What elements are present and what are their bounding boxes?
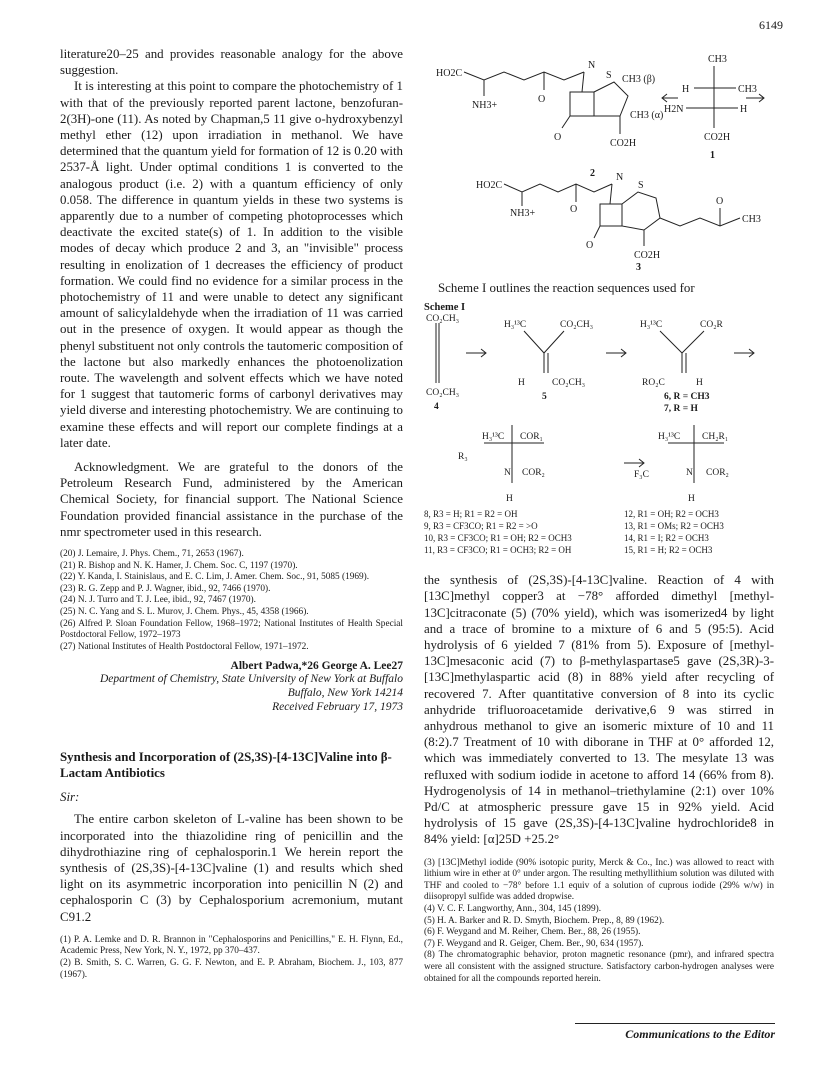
compound-number: 4: [434, 402, 439, 413]
scheme-text: H₃¹³C: [658, 432, 681, 443]
label-co2h: CO2H: [704, 132, 731, 143]
reference: (8) The chromatographic behavior, proton magnetic resonance (pmr), and infrared spectra were all consistent with the assigned structure. Satisfactory carbon-hydrogen analyses were obtained for all the compounds reported herein.: [424, 950, 774, 984]
right-column: [424, 46, 774, 985]
reference: (22) Y. Kanda, I. Stainislaus, and E. C. Lim, J. Amer. Chem. Soc., 91, 5085 (1969).: [60, 572, 370, 583]
scheme-text: H: [688, 494, 695, 505]
label-ch3: CH3: [742, 214, 761, 225]
legend-entry: 13, R1 = OMs; R2 = OCH3: [624, 521, 724, 532]
reference: (4) V. C. F. Langworthy, Ann., 304, 145 (1899).: [424, 904, 602, 915]
page-number: 6149: [759, 18, 783, 32]
left-column: [60, 46, 403, 981]
paragraph: Scheme I outlines the reaction sequences used for: [438, 281, 695, 295]
reference: (6) F. Weygand and M. Reiher, Chem. Ber., 88, 26 (1955).: [424, 927, 641, 938]
label-o: O: [554, 132, 562, 143]
reference: (26) Alfred P. Sloan Foundation Fellow, 1968–1972; National Institutes of Health Special Postdoctoral Fellow, 1972–1973: [60, 618, 403, 641]
reference-list: [60, 549, 403, 653]
scheme-text: R₃: [458, 452, 468, 463]
legend-entry: 12, R1 = OH; R2 = OCH3: [624, 509, 719, 520]
reference-list: [60, 935, 403, 981]
reference-list: [424, 858, 774, 986]
scheme-text: N: [686, 468, 693, 479]
label-n: N: [616, 172, 624, 183]
legend-entry: 11, R3 = CF3CO; R1 = OCH3; R2 = OH: [424, 545, 572, 556]
reference: (3) [13C]Methyl iodide (90% isotopic purity, Merck & Co., Inc.) was allowed to react with lithium wire in ether at 0° under argon. The resulting methyllithium solution was diluted with THF and cooled to −78° before 1.1 equiv of a solution of cuprous iodide (29% w/w) in diisopropyl sulfide was added dropwise.: [424, 857, 774, 903]
scheme-text: H: [506, 494, 513, 505]
label-co2h: CO2H: [634, 250, 661, 261]
authors: Albert Padwa,*26 George A. Lee27: [230, 660, 403, 673]
scheme-text: H: [696, 378, 703, 389]
paragraph: The entire carbon skeleton of L-valine has been shown to be incorporated into the thiazolidine ring of penicillin and the dihydrothiazine ring of cephalosporin.1 We herein report the synthesis of (2S,3S)-[4-13C]valine (1) and results which shed light on its asymmetric incorporation into penicillin N (2) and cephalosporin C (3) by Cephalosporium acremonium, mutant C91.2: [60, 812, 403, 924]
footer-divider: [575, 1023, 775, 1024]
scheme-text: COR₂: [706, 468, 729, 479]
label-s: S: [638, 180, 644, 191]
scheme-text: COR₂: [522, 468, 545, 479]
compound-number: 2: [590, 168, 595, 179]
reference: (1) P. A. Lemke and D. R. Brannon in "Cephalosporins and Penicillins," E. H. Flynn, Ed., Academic Press, New York, N. Y., 1972, pp 370–437.: [60, 934, 403, 957]
label-ch3: CH3: [708, 54, 727, 65]
reference: (24) N. J. Turro and T. J. Lee, ibid., 92, 7467 (1970).: [60, 595, 256, 606]
label-h: H: [682, 84, 690, 95]
reference: (2) B. Smith, S. C. Warren, G. G. F. Newton, and E. P. Abraham, Biochem. J., 103, 877 (1967).: [60, 958, 403, 980]
affiliation-line: Buffalo, New York 14214: [287, 687, 403, 700]
legend-entry: 8, R3 = H; R1 = R2 = OH: [424, 509, 518, 520]
label-ho2c: HO2C: [476, 180, 503, 191]
scheme-text: CO₂CH₃: [426, 388, 460, 399]
scheme-diagram: [424, 313, 774, 563]
reference: (5) H. A. Barker and R. D. Smyth, Biochem. Prep., 8, 89 (1962).: [424, 915, 665, 926]
label-o: O: [570, 204, 578, 215]
label-o: O: [716, 196, 724, 207]
scheme-text: COR₁: [520, 432, 543, 443]
label-nh3: NH3+: [510, 208, 536, 219]
article-title: Synthesis and Incorporation of (2S,3S)-[4-13C]Valine into β-Lactam Antibiotics: [60, 750, 392, 780]
label-h2n: H2N: [664, 104, 684, 115]
received-date: Received February 17, 1973: [272, 701, 403, 714]
scheme-text: CO₂R: [700, 320, 723, 331]
label-h: H: [740, 104, 748, 115]
affiliation-line: Department of Chemistry, State University of New York at Buffalo: [99, 673, 403, 686]
salutation: Sir:: [60, 790, 80, 805]
structures-figure: [424, 46, 774, 271]
journal-footer: Communications to the Editor: [625, 1027, 775, 1041]
compound-number: 6, R = CH3: [664, 392, 710, 403]
label-ch3-alpha: CH3 (α): [630, 110, 664, 121]
acknowledgment: Acknowledgment. We are grateful to the donors of the Petroleum Research Fund, administered by the American Chemical Society, for financial support. The National Science Foundation provided financial assistance in the purchase of the nmr spectrometer used in this research.: [60, 460, 403, 539]
legend-entry: 9, R3 = CF3CO; R1 = R2 = >O: [424, 521, 538, 532]
scheme-text: CO₂CH₃: [560, 320, 594, 331]
paragraph: the synthesis of (2S,3S)-[4-13C]valine. Reaction of 4 with [13C]methyl copper3 at −78° afforded dimethyl [methyl-13C]citraconate (5) (70% yield), which was isomerized4 by light and a trace of bromine to a mixture of 6 and 5 (95:5). Acid hydrolysis of 6 yielded 7 (81% from 5). Exposure of [methyl-13C]mesaconic acid (7) to β-methylaspartase5 gave (2S,3R)-3-[13C]methylaspartic acid (8) in 88% yield after recycling of recovered 7. After quantitative conversion of 8 into its cyclic anhydride trifluoroacetamide derivative,6 9 was stirred in anhydrous methanol to give an isomeric mixture of 10 and 11 (8:2).7 Treatment of 10 with diborane in THF at 0° afforded 12, which was immediately converted to 13. The mesylate 13 was refluxed with sodium iodide in acetone to afford 14 (66% from 8). Hydrogenolysis of 14 in methanol–triethylamine (2:1) over 10% Pd/C at atmospheric pressure gave 15 in 92% yield. Acid hydrolysis of 15 gave (2S,3S)-[4-13C]valine hydrochloride8 in 84% yield: [α]25D +25.2°: [424, 573, 774, 847]
scheme-text: CO₂CH₃: [426, 314, 460, 325]
scheme-text: H: [518, 378, 525, 389]
compound-number: 1: [710, 150, 715, 161]
label-s: S: [606, 70, 612, 81]
scheme-text: RO₂C: [642, 378, 665, 389]
label-o: O: [538, 94, 546, 105]
scheme-text: F₃C: [634, 470, 649, 481]
scheme-text: H₃¹³C: [482, 432, 505, 443]
legend-entry: 14, R1 = I; R2 = OCH3: [624, 533, 709, 544]
label-ch3-beta: CH3 (β): [622, 74, 656, 85]
compound-number: 3: [636, 262, 641, 271]
reference: (27) National Institutes of Health Postdoctoral Fellow, 1971–1972.: [60, 641, 309, 652]
label-o: O: [586, 240, 594, 251]
scheme-text: H₃¹³C: [504, 320, 527, 331]
label-ho2c: HO2C: [436, 68, 463, 79]
label-co2h: CO2H: [610, 138, 637, 149]
reference: (23) R. G. Zepp and P. J. Wagner, ibid., 92, 7466 (1970).: [60, 583, 271, 594]
compound-number: 7, R = H: [664, 404, 698, 415]
scheme-text: N: [504, 468, 511, 479]
scheme-label: Scheme I: [424, 302, 466, 314]
reference: (7) F. Weygand and R. Geiger, Chem. Ber., 90, 634 (1957).: [424, 938, 644, 949]
scheme-text: CH₂R₁: [702, 432, 729, 443]
legend-entry: 10, R3 = CF3CO; R1 = OH; R2 = OCH3: [424, 533, 572, 544]
legend-entry: 15, R1 = H; R2 = OCH3: [624, 545, 713, 556]
paragraph: It is interesting at this point to compare the photochemistry of 1 with that of the previously reported parent lactone, benzofuran-2(3H)-one (11). As noted by Chapman,5 11 give o-hydroxybenzyl methyl ether (12) upon irradiation in methanol. We have determined that the quantum yield for formation of 12 is 0.20 with 2537-Å light. Under optimal conditions 1 is converted to the analogous product (i.e. 2) with a quantum efficiency of only 0.058. The difference in quantum yields in these two systems is apparently due to a number of competing photoprocesses which deactivate the excited state(s) of 1. In addition to the visible modes of decay which produce 2 and 3, an "invisible" process resulting in enolization of 1 decreases the efficiency of product formation. We could find no evidence for a similar process in the photochemistry of 11 and were unable to detect any significant amount of salicylaldehyde when the irradiation of 11 was carried out in the presence of oxygen. It would appear as though the phenyl substituent not only controls the tautomeric composition of the lactone but also markedly enhances the photoenolization route. The wavelength and solvent effects which we have noted for 1 suggest that tautomeric forms of carbonyl derivatives may yield diverse and interesting photochemistry. We are continuing to examine these effects and will report our complete findings at a later date.: [60, 79, 403, 450]
label-ch3: CH3: [738, 84, 757, 95]
reference: (20) J. Lemaire, J. Phys. Chem., 71, 2653 (1967).: [60, 549, 244, 560]
compound-number: 5: [542, 392, 547, 403]
scheme-text: CO₂CH₃: [552, 378, 586, 389]
label-nh3: NH3+: [472, 100, 498, 111]
label-n: N: [588, 60, 596, 71]
paragraph: literature20–25 and provides reasonable analogy for the above suggestion.: [60, 47, 403, 78]
reference: (25) N. C. Yang and S. L. Murov, J. Chem. Phys., 45, 4358 (1966).: [60, 607, 309, 618]
scheme-text: H₃¹³C: [640, 320, 663, 331]
reference: (21) R. Bishop and N. K. Hamer, J. Chem. Soc. C, 1197 (1970).: [60, 560, 298, 571]
